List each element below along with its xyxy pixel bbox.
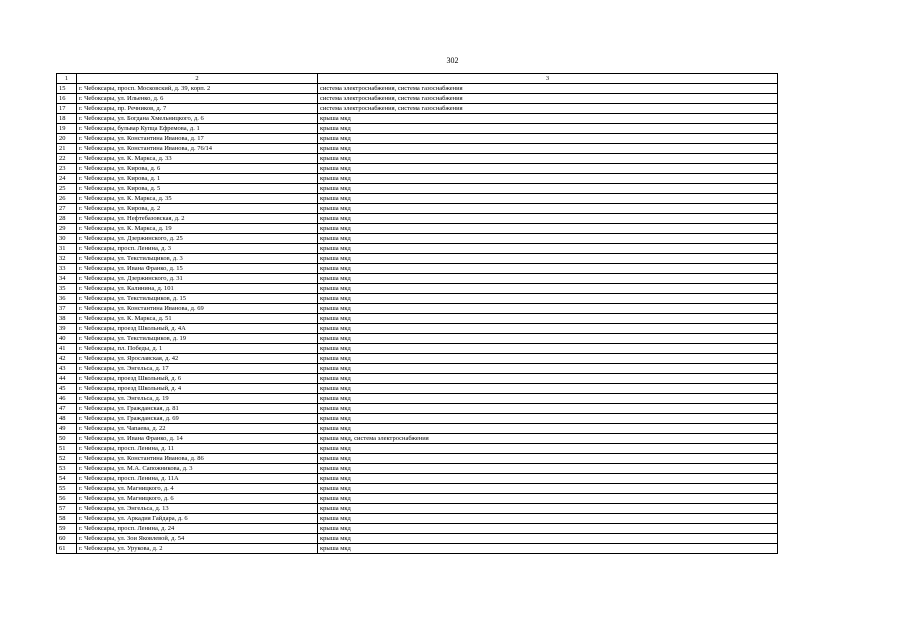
table-row (57, 144, 778, 154)
row-number: 23 (57, 164, 77, 174)
row-address: г. Чебоксары, ул. Кирова, д. 1 (77, 174, 318, 184)
row-system: крыша мкд (318, 404, 778, 414)
row-number: 33 (57, 264, 77, 274)
row-number: 61 (57, 544, 77, 554)
row-number: 27 (57, 204, 77, 214)
table-row (57, 474, 778, 484)
row-number: 30 (57, 234, 77, 244)
row-number: 51 (57, 444, 77, 454)
row-address: г. Чебоксары, ул. Аркадия Гайдара, д. 6 (77, 514, 318, 524)
row-address: г. Чебоксары, ул. Энгельса, д. 19 (77, 394, 318, 404)
row-number: 58 (57, 514, 77, 524)
row-number: 35 (57, 284, 77, 294)
row-address: г. Чебоксары, бульвар Купца Ефремова, д. 1 (77, 124, 318, 134)
row-address: г. Чебоксары, ул. Кирова, д. 6 (77, 164, 318, 174)
row-address: г. Чебоксары, ул. Энгельса, д. 13 (77, 504, 318, 514)
row-system: крыша мкд (318, 454, 778, 464)
row-number: 18 (57, 114, 77, 124)
table-row (57, 184, 778, 194)
table-row (57, 254, 778, 264)
row-number: 41 (57, 344, 77, 354)
row-number: 36 (57, 294, 77, 304)
row-address: г. Чебоксары, ул. Энгельса, д. 17 (77, 364, 318, 374)
table-row (57, 194, 778, 204)
row-address: г. Чебоксары, просп. Ленина, д. 24 (77, 524, 318, 534)
row-address: г. Чебоксары, ул. Магницкого, д. 4 (77, 484, 318, 494)
table-row (57, 154, 778, 164)
row-number: 25 (57, 184, 77, 194)
row-number: 55 (57, 484, 77, 494)
row-system: крыша мкд (318, 154, 778, 164)
register-table (56, 73, 778, 554)
row-number: 44 (57, 374, 77, 384)
table-row (57, 294, 778, 304)
table-row (57, 274, 778, 284)
row-number: 24 (57, 174, 77, 184)
row-address: г. Чебоксары, ул. Текстильщиков, д. 19 (77, 334, 318, 344)
row-address: г. Чебоксары, ул. Константина Иванова, д. 86 (77, 454, 318, 464)
row-address: г. Чебоксары, ул. Богдана Хмельницкого, д. 6 (77, 114, 318, 124)
row-system: крыша мкд (318, 284, 778, 294)
row-number: 31 (57, 244, 77, 254)
table-row (57, 304, 778, 314)
row-system: крыша мкд (318, 174, 778, 184)
table-row (57, 94, 778, 104)
table-row (57, 204, 778, 214)
row-number: 49 (57, 424, 77, 434)
row-address: г. Чебоксары, ул. Константина Иванова, д. 69 (77, 304, 318, 314)
table-row (57, 374, 778, 384)
table-row (57, 514, 778, 524)
column-header-address: 2 (77, 74, 318, 84)
table-row (57, 284, 778, 294)
row-system: крыша мкд (318, 314, 778, 324)
row-address: г. Чебоксары, ул. Ильенко, д. 6 (77, 94, 318, 104)
row-address: г. Чебоксары, ул. Ивана Франко, д. 14 (77, 434, 318, 444)
row-system: крыша мкд (318, 134, 778, 144)
row-system: крыша мкд (318, 254, 778, 264)
row-number: 21 (57, 144, 77, 154)
row-system: крыша мкд (318, 124, 778, 134)
row-system: крыша мкд (318, 194, 778, 204)
table-row (57, 394, 778, 404)
table-row (57, 414, 778, 424)
row-address: г. Чебоксары, ул. К. Маркса, д. 35 (77, 194, 318, 204)
table-row (57, 114, 778, 124)
row-system: крыша мкд (318, 364, 778, 374)
row-address: г. Чебоксары, ул. Ярославская, д. 42 (77, 354, 318, 364)
row-system: крыша мкд (318, 304, 778, 314)
row-number: 22 (57, 154, 77, 164)
table-header-row (57, 74, 778, 84)
row-system: крыша мкд (318, 264, 778, 274)
row-system: крыша мкд (318, 534, 778, 544)
row-system: крыша мкд (318, 464, 778, 474)
row-number: 47 (57, 404, 77, 414)
row-number: 54 (57, 474, 77, 484)
row-system: крыша мкд (318, 144, 778, 154)
row-address: г. Чебоксары, ул. Кирова, д. 2 (77, 204, 318, 214)
table-row (57, 544, 778, 554)
row-system: крыша мкд (318, 504, 778, 514)
row-address: г. Чебоксары, просп. Ленина, д. 3 (77, 244, 318, 254)
row-number: 53 (57, 464, 77, 474)
table-row (57, 234, 778, 244)
row-address: г. Чебоксары, ул. Урукова, д. 2 (77, 544, 318, 554)
row-system: крыша мкд (318, 444, 778, 454)
row-number: 29 (57, 224, 77, 234)
row-number: 39 (57, 324, 77, 334)
row-address: г. Чебоксары, просп. Московский, д. 39, корп. 2 (77, 84, 318, 94)
row-number: 48 (57, 414, 77, 424)
row-system: крыша мкд (318, 224, 778, 234)
row-address: г. Чебоксары, ул. Константина Иванова, д. 76/14 (77, 144, 318, 154)
row-number: 56 (57, 494, 77, 504)
row-address: г. Чебоксары, ул. Дзержинского, д. 31 (77, 274, 318, 284)
row-system: крыша мкд (318, 474, 778, 484)
row-system: крыша мкд (318, 354, 778, 364)
row-system: крыша мкд (318, 494, 778, 504)
table-row (57, 244, 778, 254)
row-system: крыша мкд (318, 424, 778, 434)
row-address: г. Чебоксары, пл. Победы, д. 1 (77, 344, 318, 354)
row-address: г. Чебоксары, ул. К. Маркса, д. 33 (77, 154, 318, 164)
row-address: г. Чебоксары, ул. Чапаева, д. 22 (77, 424, 318, 434)
row-system: крыша мкд (318, 294, 778, 304)
row-system: крыша мкд (318, 394, 778, 404)
row-system: крыша мкд (318, 344, 778, 354)
row-system: крыша мкд (318, 334, 778, 344)
table-row (57, 344, 778, 354)
row-system: крыша мкд (318, 384, 778, 394)
table-row (57, 334, 778, 344)
row-system: крыша мкд (318, 204, 778, 214)
table-row (57, 464, 778, 474)
row-number: 26 (57, 194, 77, 204)
row-system: крыша мкд (318, 164, 778, 174)
table-row (57, 124, 778, 134)
row-number: 52 (57, 454, 77, 464)
row-system: крыша мкд (318, 484, 778, 494)
row-address: г. Чебоксары, проезд Школьный, д. 4А (77, 324, 318, 334)
row-number: 28 (57, 214, 77, 224)
row-number: 34 (57, 274, 77, 284)
row-address: г. Чебоксары, проезд Школьный, д. 6 (77, 374, 318, 384)
row-number: 42 (57, 354, 77, 364)
row-address: г. Чебоксары, ул. Магницкого, д. 6 (77, 494, 318, 504)
row-number: 40 (57, 334, 77, 344)
table-row (57, 484, 778, 494)
row-system: крыша мкд (318, 374, 778, 384)
row-number: 59 (57, 524, 77, 534)
table-row (57, 264, 778, 274)
table-row (57, 404, 778, 414)
table-row (57, 174, 778, 184)
row-system: крыша мкд (318, 214, 778, 224)
row-address: г. Чебоксары, ул. Зои Яковлевой, д. 54 (77, 534, 318, 544)
row-number: 37 (57, 304, 77, 314)
table-row (57, 454, 778, 464)
table-row (57, 384, 778, 394)
row-address: г. Чебоксары, ул. Гражданская, д. 69 (77, 414, 318, 424)
row-address: г. Чебоксары, ул. Калинина, д. 101 (77, 284, 318, 294)
row-address: г. Чебоксары, проезд Школьный, д. 4 (77, 384, 318, 394)
table-row (57, 534, 778, 544)
row-address: г. Чебоксары, ул. Гражданская, д. 81 (77, 404, 318, 414)
row-number: 19 (57, 124, 77, 134)
row-system: крыша мкд (318, 414, 778, 424)
row-number: 20 (57, 134, 77, 144)
table-row (57, 354, 778, 364)
table-row (57, 134, 778, 144)
column-header-number: 1 (57, 74, 77, 84)
row-number: 60 (57, 534, 77, 544)
row-system: крыша мкд (318, 324, 778, 334)
table-row (57, 504, 778, 514)
table-row (57, 444, 778, 454)
row-number: 17 (57, 104, 77, 114)
row-address: г. Чебоксары, ул. Дзержинского, д. 25 (77, 234, 318, 244)
row-system: крыша мкд (318, 184, 778, 194)
row-number: 38 (57, 314, 77, 324)
row-system: крыша мкд (318, 544, 778, 554)
row-system: система электроснабжения, система газоснабжения (318, 84, 778, 94)
row-address: г. Чебоксары, ул. Нефтебазовская, д. 2 (77, 214, 318, 224)
row-system: система электроснабжения, система газоснабжения (318, 104, 778, 114)
row-address: г. Чебоксары, ул. К. Маркса, д. 51 (77, 314, 318, 324)
table-row (57, 324, 778, 334)
column-header-system: 3 (318, 74, 778, 84)
row-address: г. Чебоксары, пр. Речников, д. 7 (77, 104, 318, 114)
row-number: 50 (57, 434, 77, 444)
table-row (57, 494, 778, 504)
row-address: г. Чебоксары, ул. Ивана Франко, д. 15 (77, 264, 318, 274)
table-row (57, 224, 778, 234)
row-number: 46 (57, 394, 77, 404)
row-system: крыша мкд (318, 514, 778, 524)
row-number: 32 (57, 254, 77, 264)
row-address: г. Чебоксары, просп. Ленина, д. 11А (77, 474, 318, 484)
row-system: крыша мкд (318, 244, 778, 254)
table-row (57, 424, 778, 434)
table-body (57, 84, 778, 554)
row-address: г. Чебоксары, просп. Ленина, д. 11 (77, 444, 318, 454)
row-address: г. Чебоксары, ул. Константина Иванова, д. 17 (77, 134, 318, 144)
row-address: г. Чебоксары, ул. Кирова, д. 5 (77, 184, 318, 194)
table-row (57, 364, 778, 374)
table-row (57, 524, 778, 534)
row-system: крыша мкд (318, 114, 778, 124)
row-system: крыша мкд, система электроснабжения (318, 434, 778, 444)
row-address: г. Чебоксары, ул. Текстильщиков, д. 15 (77, 294, 318, 304)
row-number: 57 (57, 504, 77, 514)
page-number: 302 (446, 56, 459, 65)
row-system: крыша мкд (318, 234, 778, 244)
table-row (57, 104, 778, 114)
row-number: 43 (57, 364, 77, 374)
row-number: 45 (57, 384, 77, 394)
table-row (57, 214, 778, 224)
row-system: крыша мкд (318, 274, 778, 284)
row-address: г. Чебоксары, ул. Текстильщиков, д. 3 (77, 254, 318, 264)
row-number: 16 (57, 94, 77, 104)
row-number: 15 (57, 84, 77, 94)
row-system: крыша мкд (318, 524, 778, 534)
table-row (57, 314, 778, 324)
table-row (57, 164, 778, 174)
row-address: г. Чебоксары, ул. М.А. Сапожникова, д. 3 (77, 464, 318, 474)
table-row (57, 434, 778, 444)
table-row (57, 84, 778, 94)
row-address: г. Чебоксары, ул. К. Маркса, д. 19 (77, 224, 318, 234)
row-system: система электроснабжения, система газоснабжения (318, 94, 778, 104)
